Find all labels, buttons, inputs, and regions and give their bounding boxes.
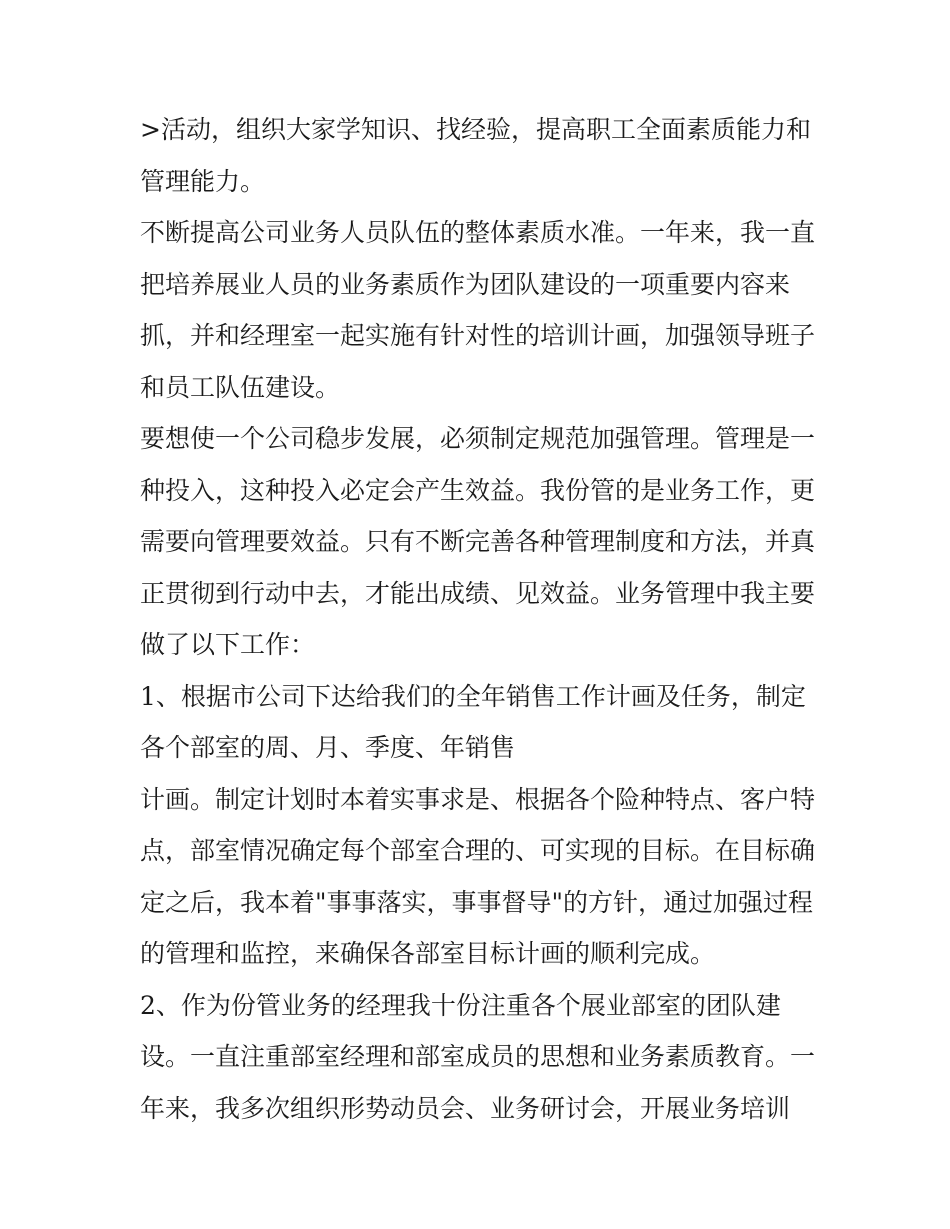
text-line: 把培养展业人员的业务素质作为团队建设的一项重要内容来 (140, 269, 791, 299)
document-body (140, 104, 820, 1134)
text-line: 定之后，我本着"事事落实，事事督导"的方针，通过加强过程 (140, 887, 814, 917)
text-line: 计画。制定计划时本着实事求是、根据各个险种特点、客户特 (140, 784, 816, 814)
text-line: 做了以下工作： (140, 630, 316, 659)
text-line: 和员工队伍建设。 (140, 372, 341, 402)
text-line: >活动，组织大家学知识、找经验，提高职工全面素质能力和 (140, 115, 811, 144)
text-line: 管理能力。 (140, 166, 266, 196)
text-line: 正贯彻到行动中去，才能出成绩、见效益。业务管理中我主要 (140, 578, 816, 608)
text-line: 抓，并和经理室一起实施有针对性的培训计画，加强领导班子 (140, 321, 816, 350)
text-line: 不断提高公司业务人员队伍的整体素质水准。一年来，我一直 (140, 218, 816, 247)
text-line: 要想使一个公司稳步发展，必须制定规范加强管理。管理是一 (140, 424, 816, 453)
text-line: 需要向管理要效益。只有不断完善各种管理制度和方法，并真 (140, 527, 816, 556)
text-line: 种投入，这种投入必定会产生效益。我份管的是业务工作，更 (140, 475, 816, 505)
text-line: 设。一直注重部室经理和部室成员的思想和业务素质教育。一 (140, 1042, 816, 1071)
text-line: 年来，我多次组织形势动员会、业务研讨会，开展业务培训 (140, 1093, 791, 1123)
text-line: 各个部室的周、月、季度、年销售 (140, 733, 516, 762)
text-line: 的管理和监控，来确保各部室目标计画的顺利完成。 (140, 939, 716, 968)
text-line: 点，部室情况确定每个部室合理的、可实现的目标。在目标确 (140, 836, 816, 865)
text-line: 1、根据市公司下达给我们的全年销售工作计画及任务，制定 (140, 681, 806, 711)
text-line: 2、作为份管业务的经理我十份注重各个展业部室的团队建 (140, 990, 781, 1020)
